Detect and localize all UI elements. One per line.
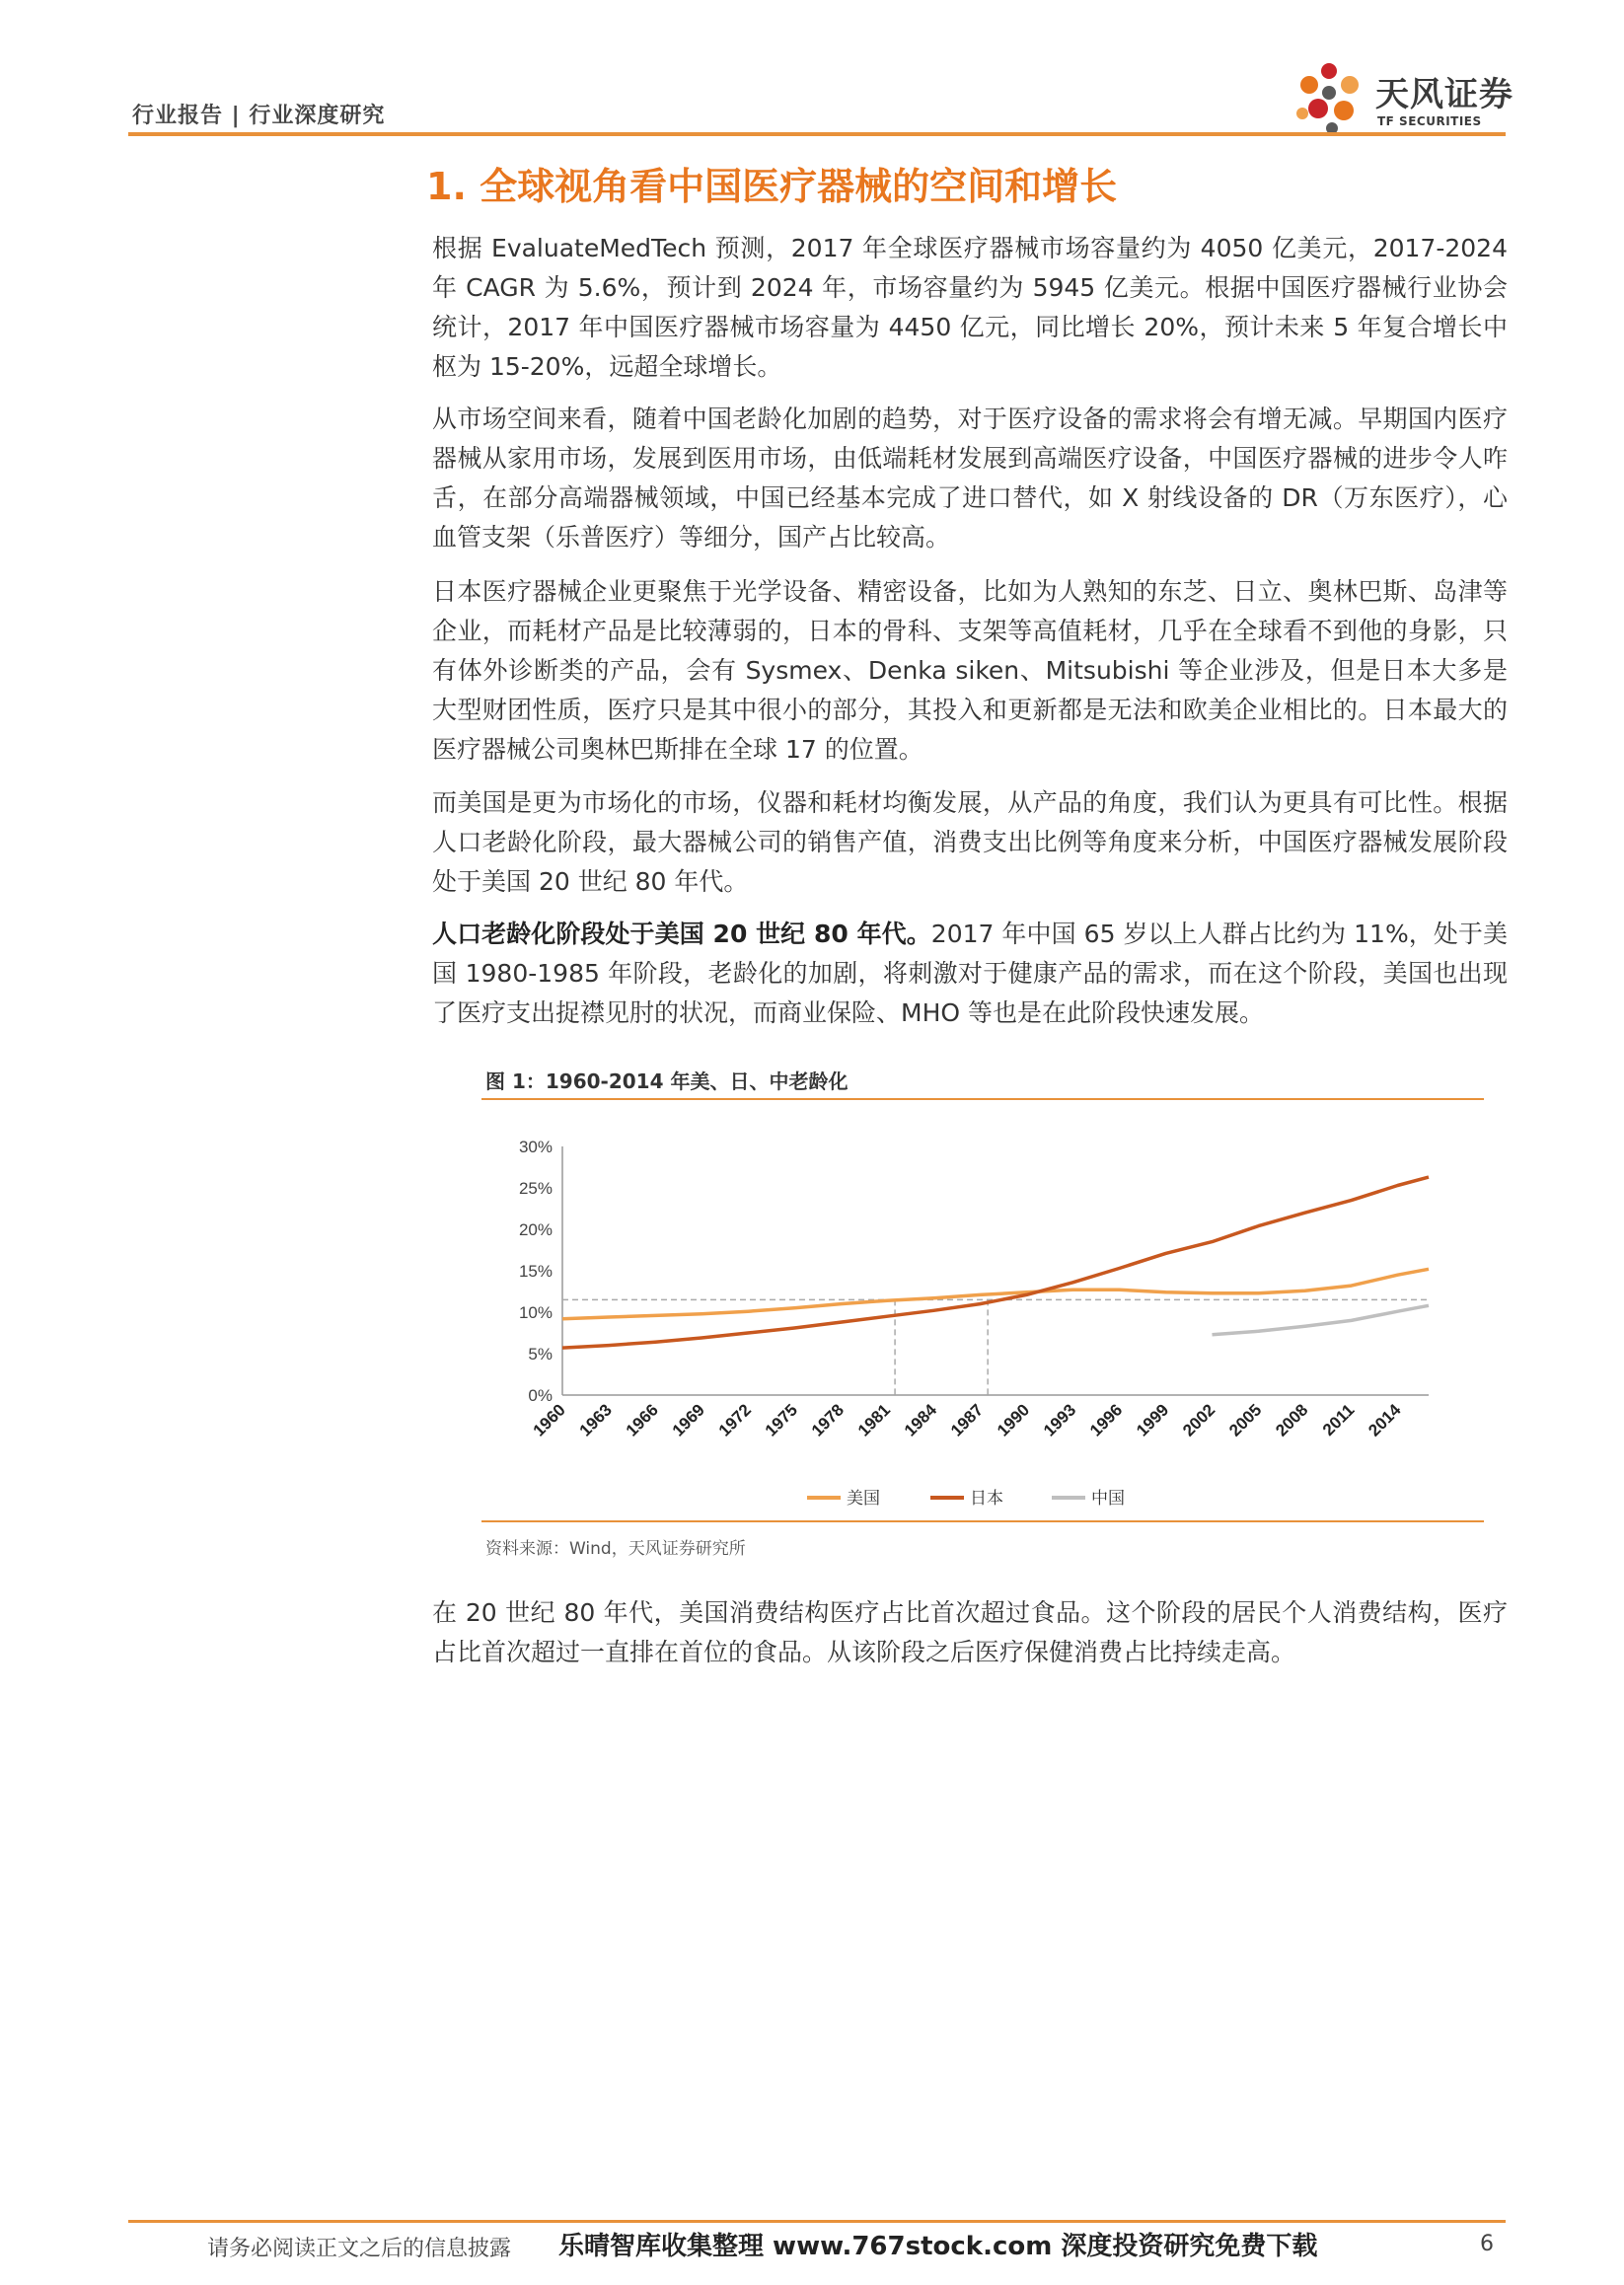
paragraph-japan: 日本医疗器械企业更聚焦于光学设备、精密设备，比如为人熟知的东芝、日立、奥林巴斯、岛津等企业，而耗材产品是比较薄弱的，日本的骨科、支架等高值耗材，几乎在全球看不到他的身影，只有体外诊断类的产品，会有 Sysmex、Denka siken、Mitsubishi 等企业涉及，但是日本大多是大型财团性质，医疗只是其中很小的部分，其投入和更新都是无法和欧美企业相比的。日本最大的医疗器械公司奥林巴斯排在全球 17 的位置。 — [432, 577, 1508, 764]
series-line-中国 — [1213, 1305, 1430, 1334]
paragraph-aging-body: 2017 年中国 65 岁以上人群占比约为 11%，处于美国 1980-1985 年阶段，老龄化的加剧，将刺激对于健康产品的需求，而在这个阶段，美国也出现了医疗支出捉襟见肘的状况，而商业保险、MHO 等也是在此阶段快速发展。 — [432, 920, 1508, 1027]
x-tick-label: 1984 — [900, 1400, 941, 1440]
series-line-日本 — [562, 1177, 1429, 1348]
x-tick-label: 2008 — [1272, 1400, 1312, 1440]
legend-label: 美国 — [847, 1489, 880, 1508]
y-tick-label: 0% — [528, 1386, 553, 1405]
x-tick-label: 1999 — [1133, 1400, 1173, 1440]
x-tick-label: 1981 — [853, 1400, 895, 1440]
footer-watermark: 乐晴智库收集整理 www.767stock.com 深度投资研究免费下载 — [553, 2226, 1323, 2262]
flower-logo-icon — [1285, 59, 1373, 136]
x-tick-label: 1993 — [1040, 1400, 1080, 1440]
footer-divider — [128, 2220, 1506, 2223]
legend-label: 日本 — [970, 1489, 1003, 1508]
paragraph-us: 而美国是更为市场化的市场，仪器和耗材均衡发展，从产品的角度，我们认为更具有可比性。根据人口老龄化阶段，最大器械公司的销售产值，消费支出比例等角度来分析，中国医疗器械发展阶段处于美国 20 世纪 80 年代。 — [432, 788, 1508, 896]
figure-title: 图 1：1960-2014 年美、日、中老龄化 — [485, 1069, 849, 1093]
paragraph-market-space: 从市场空间来看，随着中国老龄化加剧的趋势，对于医疗设备的需求将会有增无减。早期国内医疗器械从家用市场，发展到医用市场，由低端耗材发展到高端医疗设备，中国医疗器械的进步令人咋舌，在部分高端器械领域，中国已经基本完成了进口替代，如 X 射线设备的 DR（万东医疗），心血管支架（乐普医疗）等细分，国产占比较高。 — [432, 405, 1508, 552]
aging-line-chart — [481, 1103, 1484, 1517]
x-tick-label: 1972 — [714, 1400, 755, 1440]
brand-logo — [1285, 59, 1512, 136]
y-tick-label: 10% — [518, 1303, 553, 1322]
section-title: 1. 全球视角看中国医疗器械的空间和增长 — [426, 165, 1118, 208]
header-divider — [128, 132, 1506, 136]
page-number: 6 — [1480, 2232, 1494, 2256]
x-tick-label: 1990 — [994, 1400, 1034, 1440]
header-title: 行业报告 | 行业深度研究 — [132, 104, 386, 128]
x-tick-label: 2002 — [1179, 1400, 1219, 1440]
x-tick-label: 2014 — [1365, 1400, 1405, 1440]
x-tick-label: 1963 — [575, 1400, 616, 1440]
x-tick-label: 1987 — [946, 1400, 988, 1440]
series-line-美国 — [562, 1269, 1429, 1318]
x-tick-label: 1966 — [622, 1400, 662, 1440]
y-tick-label: 25% — [518, 1179, 553, 1198]
x-tick-label: 1975 — [761, 1400, 802, 1440]
brand-name: 天风证券 — [1375, 75, 1513, 114]
y-tick-label: 30% — [518, 1138, 553, 1156]
paragraph-consumption: 在 20 世纪 80 年代，美国消费结构医疗占比首次超过食品。这个阶段的居民个人消费结构，医疗占比首次超过一直排在首位的食品。从该阶段之后医疗保健消费占比持续走高。 — [432, 1598, 1508, 1666]
x-tick-label: 2011 — [1318, 1400, 1359, 1439]
figure-top-rule — [481, 1098, 1484, 1100]
paragraph-aging — [432, 915, 1508, 1033]
legend-label: 中国 — [1091, 1489, 1125, 1508]
paragraph-market-size: 根据 EvaluateMedTech 预测，2017 年全球医疗器械市场容量约为 4050 亿美元，2017-2024 年 CAGR 为 5.6%，预计到 2024 年，市场容量约为 5945 亿美元。根据中国医疗器械行业协会统计，2017 年中国医疗器械市场容量为 4450 亿元，同比增长 20%，预计未来 5 年复合增长中枢为 15-20%，远超全球增长。 — [432, 234, 1508, 381]
x-tick-label: 1969 — [668, 1400, 708, 1440]
x-tick-label: 1960 — [529, 1400, 569, 1440]
paragraph-aging-lead: 人口老龄化阶段处于美国 20 世纪 80 年代。 — [432, 920, 931, 948]
x-tick-label: 2005 — [1225, 1400, 1266, 1440]
brand-subtitle: TF SECURITIES — [1377, 114, 1482, 128]
y-tick-label: 15% — [518, 1262, 553, 1281]
x-tick-label: 1996 — [1086, 1400, 1127, 1440]
y-tick-label: 20% — [518, 1220, 553, 1239]
x-tick-label: 1978 — [807, 1400, 849, 1440]
figure-bottom-rule — [481, 1520, 1484, 1522]
y-tick-label: 5% — [528, 1345, 553, 1364]
footer-notice: 请务必阅读正文之后的信息披露 — [207, 2237, 512, 2261]
figure-source: 资料来源：Wind，天风证券研究所 — [485, 1539, 746, 1559]
